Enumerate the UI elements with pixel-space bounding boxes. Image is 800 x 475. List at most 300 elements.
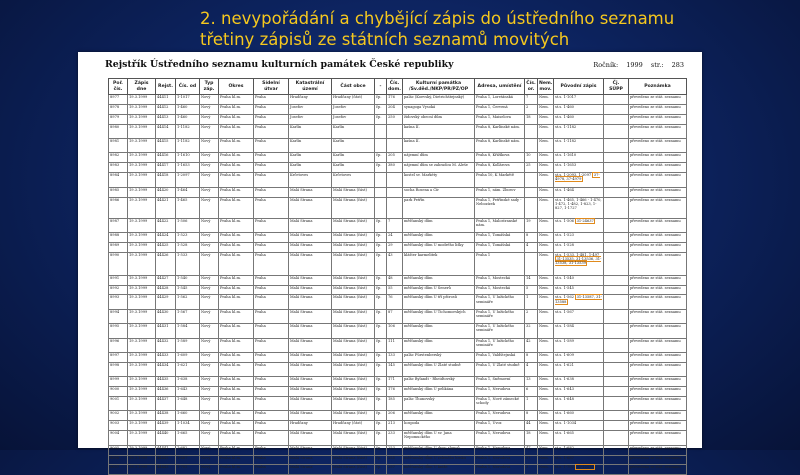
table-cell: [604, 153, 629, 163]
table-cell: Malá Strana (část): [332, 242, 375, 252]
table-cell: Praha 1, Sněmovní: [475, 377, 525, 387]
column-header: -: [375, 79, 387, 95]
table-row: [109, 411, 687, 421]
table-cell: 8984: [109, 173, 128, 187]
table-cell: 44411: [156, 95, 176, 105]
table-cell: 8980: [109, 124, 128, 138]
table-cell: Karlín: [289, 139, 332, 153]
table-cell: Malá Strana: [289, 295, 332, 309]
table-cell: 133: [387, 353, 403, 363]
table-cell: 47: [525, 445, 538, 455]
table-cell: 1-540: [176, 275, 200, 285]
table-cell: Praha 1, Nerudova: [475, 465, 525, 475]
table-cell: [604, 218, 629, 232]
table-cell: [604, 285, 629, 295]
table-cell: Praha 8, Křižíkova: [475, 153, 525, 163]
table-cell: 18: [525, 114, 538, 124]
table-cell: st.s. 1-464: [554, 187, 604, 197]
table-cell: Nem.: [538, 153, 554, 163]
table-cell: převedeno ze stát. seznamu: [629, 421, 687, 431]
table-cell: měšťanský dům U kníže: [403, 465, 475, 475]
table-cell: 9007: [109, 465, 128, 475]
table-cell: 106: [387, 324, 403, 338]
table-cell: Nem.: [538, 95, 554, 105]
table-cell: st.s. 1-1610: [554, 153, 604, 163]
table-cell: 9003: [109, 421, 128, 431]
table-cell: [387, 139, 403, 153]
table-cell: převedeno ze stát. seznamu: [629, 252, 687, 275]
table-cell: Hradčany (část): [332, 95, 375, 105]
table-cell: st.s. 1-660: [554, 411, 604, 421]
table-cell: [604, 295, 629, 309]
table-cell: [604, 324, 629, 338]
table-cell: Praha: [254, 218, 289, 232]
table-cell: st.s. 1-1182: [554, 124, 604, 138]
table-cell: 8991: [109, 275, 128, 285]
table-cell: Nem.: [538, 295, 554, 309]
table-cell: [604, 197, 629, 218]
table-cell: čp.: [375, 431, 387, 445]
table-cell: 44436: [156, 387, 176, 397]
table-cell: Josefov: [332, 104, 375, 114]
table-cell: 171: [387, 377, 403, 387]
table-cell: čp.: [375, 338, 387, 352]
table-cell: Malá Strana: [289, 411, 332, 421]
table-cell: Praha: [254, 309, 289, 323]
table-cell: [554, 252, 604, 275]
table-cell: 44430: [156, 309, 176, 323]
table-cell: st.s. 1-567: [554, 309, 604, 323]
table-cell: převedeno ze stát. seznamu: [629, 197, 687, 218]
table-cell: Praha hl.m.: [219, 353, 254, 363]
table-cell: 19.3.1999: [128, 218, 156, 232]
table-cell: 4: [525, 362, 538, 376]
table-cell: Praha hl.m.: [219, 387, 254, 397]
table-cell: 2: [525, 104, 538, 114]
table-cell: 19.3.1999: [128, 295, 156, 309]
table-cell: socha Rosena a Cír: [403, 187, 475, 197]
table-cell: 19.3.1999: [128, 187, 156, 197]
table-cell: Praha 1, U lužického semináře: [475, 338, 525, 352]
table-cell: 1-1017: [176, 95, 200, 105]
table-cell: Praha hl.m.: [219, 197, 254, 218]
table-cell: Malá Strana (část): [332, 275, 375, 285]
table-cell: st.s. 1-540: [554, 275, 604, 285]
table-cell: 14: [525, 275, 538, 285]
column-header: Okres: [219, 79, 254, 95]
table-cell: převedeno ze stát. seznamu: [629, 411, 687, 421]
highlighted-supp-reference: 31-12513: [576, 465, 594, 470]
table-cell: Nem.: [538, 455, 554, 465]
table-cell: 8979: [109, 114, 128, 124]
table-cell: převedeno ze stát. seznamu: [629, 153, 687, 163]
table-cell: 9004: [109, 431, 128, 445]
table-cell: Praha hl.m.: [219, 242, 254, 252]
table-cell: [604, 338, 629, 352]
table-cell: Nem.: [538, 353, 554, 363]
table-cell: st.s. 1-528: [554, 242, 604, 252]
table-cell: [604, 397, 629, 411]
table-cell: [604, 309, 629, 323]
table-cell: Praha: [254, 421, 289, 431]
table-cell: Malá Strana (část): [332, 353, 375, 363]
table-cell: 19.3.1999: [128, 163, 156, 173]
table-cell: 19.3.1999: [128, 275, 156, 285]
table-cell: Hradčany: [289, 95, 332, 105]
table-cell: 37: [525, 455, 538, 465]
table-cell: Praha: [254, 242, 289, 252]
table-cell: Praha 1, Valdštejnská: [475, 353, 525, 363]
table-cell: Malá Strana: [289, 232, 332, 242]
table-row: [109, 387, 687, 397]
table-cell: Nem.: [538, 187, 554, 197]
table-cell: 44428: [156, 285, 176, 295]
table-cell: Praha: [254, 387, 289, 397]
table-cell: převedeno ze stát. seznamu: [629, 431, 687, 445]
table-row: [109, 431, 687, 445]
table-cell: 8999: [109, 377, 128, 387]
table-cell: [604, 455, 629, 465]
table-cell: Malá Strana: [289, 187, 332, 197]
register-document: [78, 52, 702, 470]
table-cell: 1-687: [176, 455, 200, 465]
table-cell: Nem.: [538, 218, 554, 232]
register-table: [108, 78, 687, 475]
table-cell: Nem.: [538, 324, 554, 338]
table-cell: čp.: [375, 163, 387, 173]
table-cell: Praha hl.m.: [219, 187, 254, 197]
table-cell: Praha: [254, 362, 289, 376]
table-cell: 9002: [109, 411, 128, 421]
table-cell: 1: [525, 295, 538, 309]
table-cell: 19.3.1999: [128, 377, 156, 387]
table-cell: 1-1182: [176, 139, 200, 153]
table-cell: [604, 275, 629, 285]
table-row: [109, 377, 687, 387]
table-cell: [604, 242, 629, 252]
table-cell: 9001: [109, 397, 128, 411]
table-cell: 145: [387, 362, 403, 376]
table-cell: 9000: [109, 387, 128, 397]
table-cell: [387, 124, 403, 138]
table-cell: Praha hl.m.: [219, 218, 254, 232]
table-cell: Malá Strana: [289, 431, 332, 445]
table-cell: Malá Strana (část): [332, 197, 375, 218]
highlighted-supp-reference: 31-13587, 31-13588: [555, 295, 602, 304]
table-cell: kostel sv. Markéty: [403, 173, 475, 187]
table-cell: [375, 124, 387, 138]
table-cell: Nem.: [538, 124, 554, 138]
table-cell: 1-1182: [176, 124, 200, 138]
table-cell: 213: [387, 421, 403, 431]
table-cell: Nem.: [538, 338, 554, 352]
table-cell: 1-609: [176, 353, 200, 363]
table-cell: Nem.: [538, 275, 554, 285]
table-cell: Nem.: [538, 309, 554, 323]
register-table-wrap: [108, 78, 686, 475]
table-cell: Karlín: [332, 163, 375, 173]
table-cell: 257: [387, 465, 403, 475]
table-cell: Nem.: [538, 377, 554, 387]
table-cell: Nem.: [538, 397, 554, 411]
table-cell: [604, 431, 629, 445]
table-cell: 2: [525, 309, 538, 323]
table-cell: čp.: [375, 397, 387, 411]
table-cell: 1-533: [176, 252, 200, 275]
table-cell: Malá Strana (část): [332, 445, 375, 455]
table-cell: Nový: [200, 295, 219, 309]
table-cell: Malá Strana: [289, 338, 332, 352]
table-cell: Nem.: [538, 411, 554, 421]
table-cell: převedeno ze stát. seznamu: [629, 114, 687, 124]
year-value: 1999: [626, 61, 643, 69]
table-cell: převedeno ze stát. seznamu: [629, 275, 687, 285]
table-cell: 19.3.1999: [128, 465, 156, 475]
table-cell: Malá Strana (část): [332, 252, 375, 275]
table-cell: Josefov: [332, 114, 375, 124]
table-cell: Praha hl.m.: [219, 95, 254, 105]
table-cell: 19.3.1999: [128, 153, 156, 163]
table-cell: 8988: [109, 232, 128, 242]
table-cell: Malá Strana: [289, 455, 332, 465]
table-row: [109, 455, 687, 465]
table-cell: židovský obecní dům: [403, 114, 475, 124]
table-cell: nájemní dům: [403, 153, 475, 163]
table-cell: převedeno ze stát. seznamu: [629, 397, 687, 411]
table-cell: [604, 124, 629, 138]
table-cell: Praha 1, U Zlaté studně: [475, 362, 525, 376]
table-cell: 76: [387, 295, 403, 309]
table-cell: 5: [525, 285, 538, 295]
table-row: [109, 173, 687, 187]
table-cell: 19.3.1999: [128, 445, 156, 455]
table-cell: 19.3.1999: [128, 139, 156, 153]
table-cell: měšťanský dům U dvou slunců: [403, 445, 475, 455]
table-cell: [604, 353, 629, 363]
table-cell: Nový: [200, 275, 219, 285]
table-cell: Malá Strana (část): [332, 232, 375, 242]
table-cell: Praha 1, Nerudova: [475, 445, 525, 455]
table-cell: Josefov: [289, 114, 332, 124]
table-cell: Malá Strana: [289, 309, 332, 323]
table-cell: Nový: [200, 431, 219, 445]
table-cell: st.s. 1-1182: [554, 139, 604, 153]
column-header: Nem. mov.: [538, 79, 554, 95]
table-cell: Nový: [200, 104, 219, 114]
table-cell: 1-528: [176, 242, 200, 252]
table-cell: Malá Strana (část): [332, 387, 375, 397]
table-cell: čp.: [375, 324, 387, 338]
table-cell: 1-648: [176, 397, 200, 411]
table-cell: 19.3.1999: [128, 114, 156, 124]
table-cell: Praha 8, Karlínské nám.: [475, 124, 525, 138]
table-cell: st.s. 1-609: [554, 353, 604, 363]
table-cell: Praha 1, Nerudova: [475, 431, 525, 445]
table-cell: převedeno ze stát. seznamu: [629, 445, 687, 455]
table-cell: 19.3.1999: [128, 362, 156, 376]
table-cell: 206: [387, 411, 403, 421]
table-cell: 4: [525, 242, 538, 252]
table-cell: 19.3.1999: [128, 104, 156, 114]
table-cell: Praha 1, Nerudova: [475, 387, 525, 397]
table-cell: 44424: [156, 232, 176, 242]
table-cell: 1-682: [176, 445, 200, 455]
table-cell: 1-464: [176, 187, 200, 197]
table-cell: převedeno ze stát. seznamu: [629, 455, 687, 465]
table-cell: 8998: [109, 362, 128, 376]
table-cell: 1-643: [176, 387, 200, 397]
table-header-row: [109, 79, 687, 95]
table-cell: Praha hl.m.: [219, 252, 254, 275]
table-cell: 1-460: [176, 104, 200, 114]
table-cell: 19.3.1999: [128, 455, 156, 465]
table-cell: Praha hl.m.: [219, 153, 254, 163]
table-cell: Nový: [200, 139, 219, 153]
table-cell: Malá Strana (část): [332, 218, 375, 232]
table-cell: 44433: [156, 353, 176, 363]
table-cell: Praha hl.m.: [219, 124, 254, 138]
table-cell: Nem.: [538, 163, 554, 173]
original-record-text: st.s. 1-702: [555, 465, 574, 470]
page-value: 283: [671, 61, 684, 69]
table-cell: Praha hl.m.: [219, 163, 254, 173]
table-cell: měšťanský dům U pelikána: [403, 387, 475, 397]
table-cell: Malá Strana (část): [332, 377, 375, 387]
table-cell: 1-638: [176, 377, 200, 387]
table-cell: [554, 295, 604, 309]
table-cell: 44437: [156, 397, 176, 411]
table-cell: palác Bylandt - Rheidtovský: [403, 377, 475, 387]
table-row: [109, 124, 687, 138]
table-cell: měšťanský dům U Zlaté studně: [403, 362, 475, 376]
table-cell: 1: [525, 397, 538, 411]
table-cell: Praha: [254, 397, 289, 411]
table-cell: 44426: [156, 252, 176, 275]
table-cell: Praha: [254, 338, 289, 352]
table-cell: čp.: [375, 465, 387, 475]
table-cell: [387, 197, 403, 218]
table-cell: [604, 114, 629, 124]
table-cell: st.s. 1-545: [554, 285, 604, 295]
table-cell: Praha: [254, 153, 289, 163]
table-cell: 8993: [109, 295, 128, 309]
table-cell: 8997: [109, 353, 128, 363]
table-cell: st.s. 1-682: [554, 445, 604, 455]
table-cell: Nový: [200, 353, 219, 363]
table-row: [109, 95, 687, 105]
table-cell: 8: [525, 232, 538, 242]
table-cell: 44432: [156, 338, 176, 352]
table-cell: 44: [525, 421, 538, 431]
table-cell: převedeno ze stát. seznamu: [629, 338, 687, 352]
table-cell: 44439: [156, 421, 176, 431]
table-cell: Nem.: [538, 465, 554, 475]
table-cell: Nem.: [538, 242, 554, 252]
table-cell: 8996: [109, 338, 128, 352]
table-cell: Praha hl.m.: [219, 173, 254, 187]
table-cell: [525, 173, 538, 187]
table-cell: 44427: [156, 275, 176, 285]
table-cell: Praha hl.m.: [219, 421, 254, 431]
table-cell: st.s. 1-643: [554, 387, 604, 397]
table-cell: Hradčany (část): [332, 421, 375, 431]
table-cell: Nový: [200, 95, 219, 105]
table-cell: Nový: [200, 377, 219, 387]
table-cell: Malá Strana (část): [332, 431, 375, 445]
table-cell: 44418: [156, 173, 176, 187]
table-cell: čp.: [375, 153, 387, 163]
table-cell: Praha hl.m.: [219, 139, 254, 153]
column-header: Čís. dom.: [387, 79, 403, 95]
table-cell: převedeno ze stát. seznamu: [629, 387, 687, 397]
table-cell: 8990: [109, 252, 128, 275]
table-cell: 44429: [156, 295, 176, 309]
table-cell: [387, 187, 403, 197]
column-header: Typ záp.: [200, 79, 219, 95]
table-cell: Malá Strana: [289, 252, 332, 275]
table-row: [109, 153, 687, 163]
column-header: Čj. SÚPP: [604, 79, 629, 95]
table-cell: Nový: [200, 397, 219, 411]
table-cell: 8981: [109, 139, 128, 153]
table-row: [109, 232, 687, 242]
table-cell: 7: [525, 95, 538, 105]
table-cell: Praha hl.m.: [219, 104, 254, 114]
column-header: Sídelní útvar: [254, 79, 289, 95]
table-cell: měšťanský dům U Šenerů: [403, 285, 475, 295]
table-cell: Praha 1, Nové zámecké schody: [475, 397, 525, 411]
table-cell: 44438: [156, 411, 176, 421]
table-cell: Praha: [254, 187, 289, 197]
table-cell: 8: [525, 411, 538, 421]
table-cell: Malá Strana: [289, 445, 332, 455]
table-cell: měšťanský dům U Tichomorských: [403, 309, 475, 323]
table-cell: Nový: [200, 362, 219, 376]
page-label: str.:: [650, 61, 664, 69]
table-cell: Nem.: [538, 431, 554, 445]
table-cell: měšťanský dům: [403, 338, 475, 352]
table-cell: Praha 1, Tomášská: [475, 232, 525, 242]
table-cell: Malá Strana: [289, 324, 332, 338]
slide-title-line-2: třetiny zápisů ze státních seznamů movitých: [200, 30, 570, 49]
table-cell: Nem.: [538, 114, 554, 124]
table-cell: Praha hl.m.: [219, 397, 254, 411]
table-cell: 8994: [109, 309, 128, 323]
table-cell: Praha: [254, 95, 289, 105]
table-cell: Nový: [200, 465, 219, 475]
table-cell: Praha 1, Červená: [475, 104, 525, 114]
table-cell: Malá Strana: [289, 387, 332, 397]
table-cell: Praha: [254, 124, 289, 138]
table-row: [109, 353, 687, 363]
table-cell: Nový: [200, 114, 219, 124]
table-cell: [554, 465, 604, 475]
table-cell: 10: [525, 153, 538, 163]
table-cell: 8989: [109, 242, 128, 252]
table-cell: 19: [525, 218, 538, 232]
table-row: [109, 104, 687, 114]
table-cell: Karlín: [289, 163, 332, 173]
table-cell: 8982: [109, 153, 128, 163]
table-cell: Nem.: [538, 197, 554, 218]
table-cell: [525, 139, 538, 153]
table-cell: Praha 1, Loretánská: [475, 95, 525, 105]
table-cell: [604, 387, 629, 397]
table-cell: měšťanský dům: [403, 411, 475, 421]
table-cell: 44420: [156, 187, 176, 197]
column-header: Rejst.: [156, 79, 176, 95]
table-cell: [375, 197, 387, 218]
